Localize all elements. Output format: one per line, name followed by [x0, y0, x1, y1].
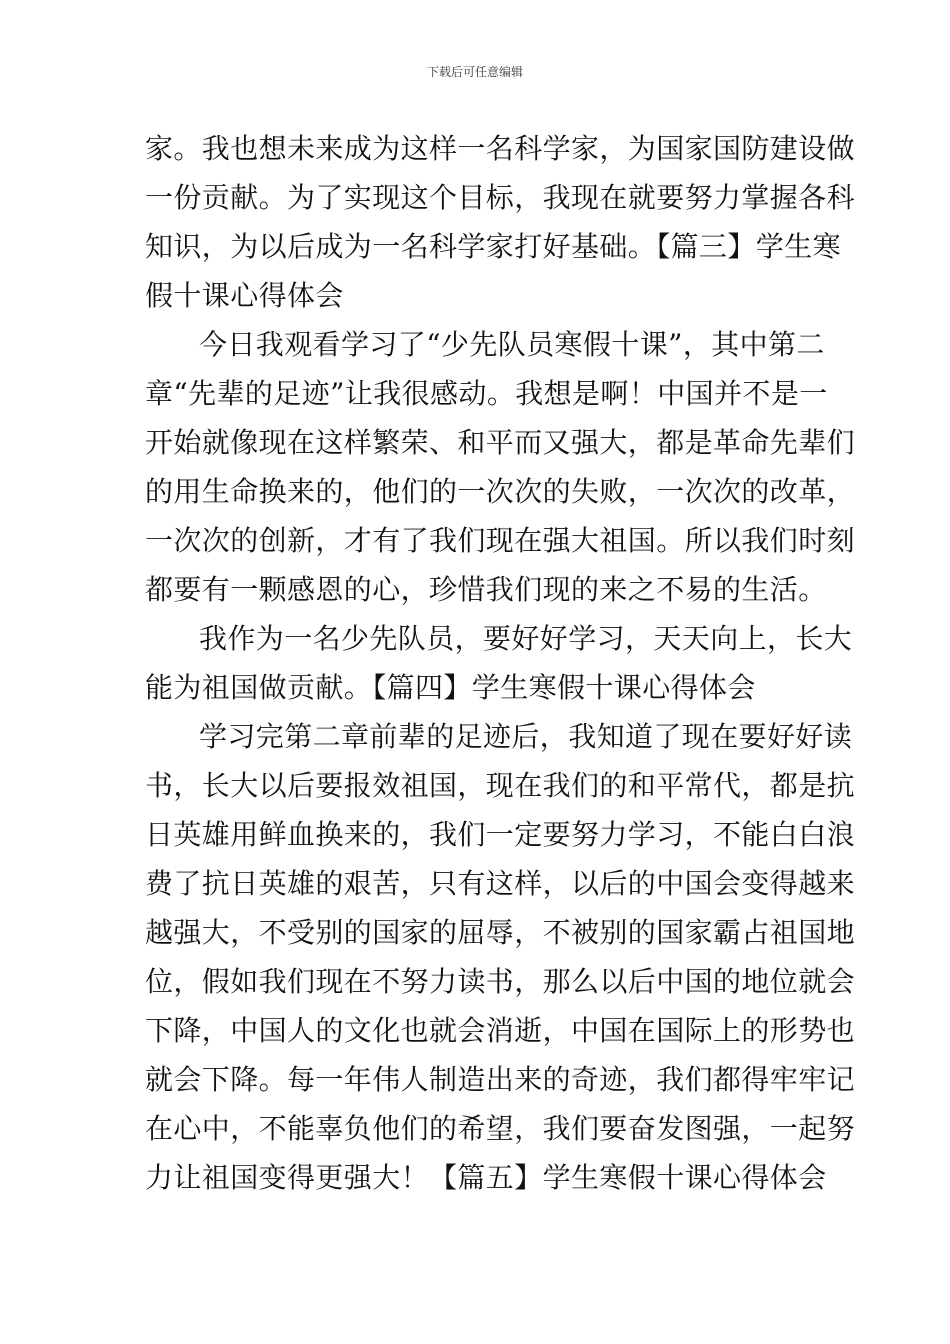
- text-line: 下降，中国人的文化也就会消逝，中国在国际上的形势也: [145, 1014, 856, 1047]
- paragraph-start-line: 我作为一名少先队员，要好好学习，天天向上，长大: [199, 622, 853, 655]
- text-line: 力让祖国变得更强大！【篇五】学生寒假十课心得体会: [145, 1161, 827, 1194]
- text-line: 假十课心得体会: [145, 279, 344, 312]
- text-line: 的用生命换来的，他们的一次次的失败，一次次的改革，: [145, 475, 856, 508]
- text-line: 一次次的创新，才有了我们现在强大祖国。所以我们时刻: [145, 524, 856, 557]
- text-line: 日英雄用鲜血换来的，我们一定要努力学习，不能白白浪: [145, 818, 856, 851]
- paragraph-start-line: 学习完第二章前辈的足迹后，我知道了现在要好好读: [199, 720, 853, 753]
- text-line: 开始就像现在这样繁荣、和平而又强大，都是革命先辈们: [145, 426, 856, 459]
- text-line: 一份贡献。为了实现这个目标，我现在就要努力掌握各科: [145, 181, 856, 214]
- text-line: 能为祖国做贡献。【篇四】学生寒假十课心得体会: [145, 671, 756, 704]
- page-header: 下载后可任意编辑: [426, 65, 523, 79]
- text-line: 都要有一颗感恩的心，珍惜我们现的来之不易的生活。: [145, 573, 827, 606]
- text-line: 位，假如我们现在不努力读书，那么以后中国的地位就会: [145, 965, 856, 998]
- document-body: [145, 124, 856, 1202]
- text-line: 费了抗日英雄的艰苦，只有这样，以后的中国会变得越来: [145, 867, 856, 900]
- text-line: 越强大，不受别的国家的屈辱，不被别的国家霸占祖国地: [145, 916, 856, 949]
- text-line: 书，长大以后要报效祖国，现在我们的和平常代，都是抗: [145, 769, 856, 802]
- text-line: 章“先辈的足迹”让我很感动。我想是啊！中国并不是一: [145, 377, 828, 410]
- text-line: 知识，为以后成为一名科学家打好基础。【篇三】学生寒: [145, 230, 842, 263]
- paragraph-start-line: 今日我观看学习了“少先队员寒假十课”，其中第二: [199, 328, 825, 361]
- text-line: 就会下降。每一年伟人制造出来的奇迹，我们都得牢牢记: [145, 1063, 856, 1096]
- text-line: 家。我也想未来成为这样一名科学家，为国家国防建设做: [145, 132, 856, 165]
- text-line: 在心中，不能辜负他们的希望，我们要奋发图强，一起努: [145, 1112, 856, 1145]
